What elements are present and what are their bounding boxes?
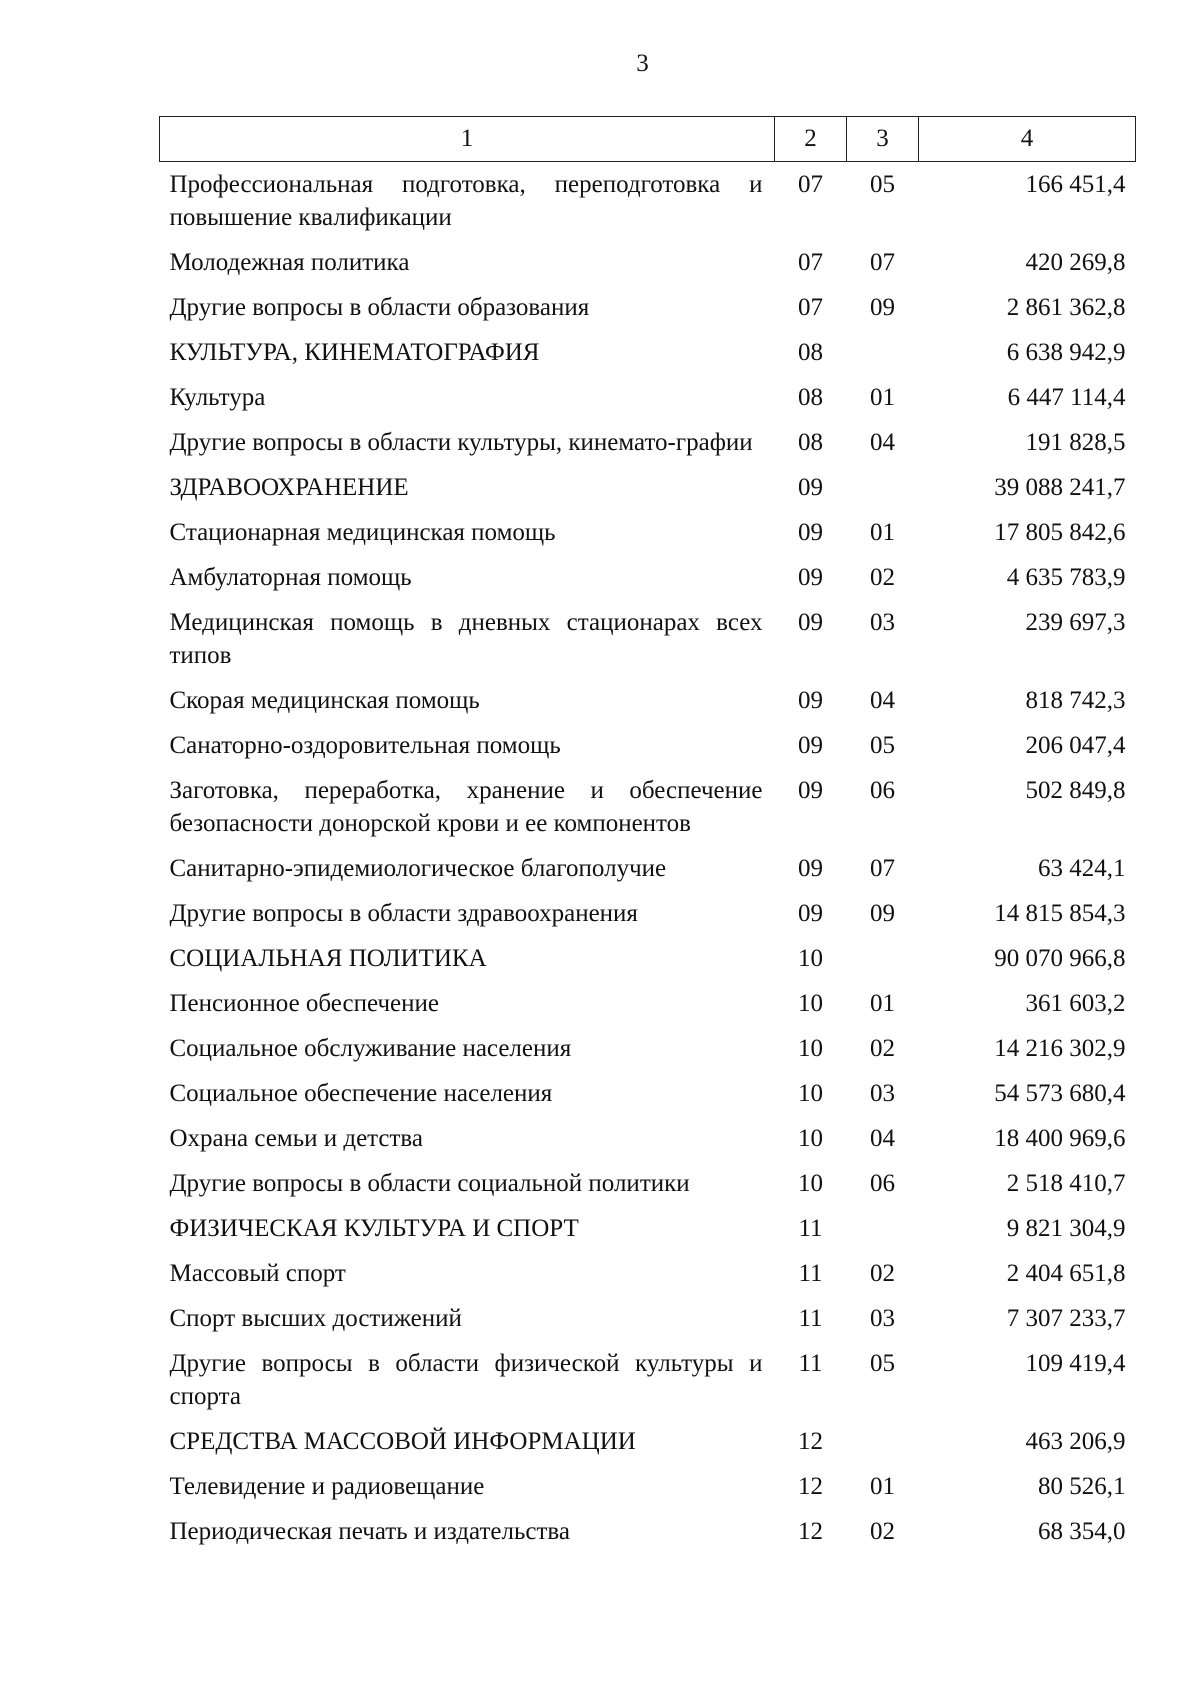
row-subsection-code: 01: [870, 384, 895, 411]
row-name: Другие вопросы в области здравоохранения: [169, 900, 638, 927]
table-row: [160, 729, 1136, 774]
row-name: Массовый спорт: [169, 1260, 346, 1287]
table-row: [160, 1515, 1136, 1560]
row-amount: 39 088 241,7: [994, 474, 1126, 501]
row-subsection-code: 03: [870, 1305, 895, 1332]
row-subsection-code: 02: [870, 1260, 895, 1287]
row-amount: 191 828,5: [1025, 429, 1126, 456]
row-name: Другие вопросы в области физической культуры и спорта: [169, 1350, 763, 1410]
row-section-code: 09: [798, 777, 823, 804]
row-name: Амбулаторная помощь: [169, 564, 412, 591]
table-row: [160, 684, 1136, 729]
row-subsection-code: 03: [870, 609, 895, 636]
row-name: Телевидение и радиовещание: [169, 1473, 485, 1500]
row-section-code: 12: [798, 1473, 823, 1500]
table-row: [160, 1425, 1136, 1470]
row-amount: 6 447 114,4: [1007, 384, 1126, 411]
row-name: Медицинская помощь в дневных стационарах всех типов: [169, 609, 763, 669]
row-name: Социальное обслуживание населения: [169, 1035, 572, 1062]
row-subsection-code: 05: [870, 1350, 895, 1377]
row-subsection-code: 05: [870, 732, 895, 759]
column-header: 4: [919, 117, 1136, 162]
row-name: Другие вопросы в области социальной политики: [169, 1170, 690, 1197]
table-row: [160, 1347, 1136, 1425]
row-amount: 80 526,1: [1038, 1473, 1126, 1500]
row-section-code: 09: [798, 564, 823, 591]
row-section-code: 08: [798, 339, 823, 366]
row-subsection-code: [847, 1425, 919, 1470]
row-amount: 63 424,1: [1038, 855, 1126, 882]
row-name: Спорт высших достижений: [169, 1305, 462, 1332]
row-section-code: 09: [798, 855, 823, 882]
budget-table: [159, 116, 1136, 1560]
table-row: [160, 1122, 1136, 1167]
row-subsection-code: [847, 336, 919, 381]
row-amount: 68 354,0: [1038, 1518, 1126, 1545]
table-row: [160, 1077, 1136, 1122]
row-section-code: 10: [798, 1125, 823, 1152]
row-amount: 206 047,4: [1025, 732, 1126, 759]
row-subsection-code: 03: [870, 1080, 895, 1107]
row-section-code: 09: [798, 609, 823, 636]
row-name: Молодежная политика: [169, 249, 410, 276]
table-row: [160, 1167, 1136, 1212]
table-row: [160, 852, 1136, 897]
row-section-code: 09: [798, 732, 823, 759]
row-amount: 90 070 966,8: [994, 945, 1126, 972]
row-name: Стационарная медицинская помощь: [169, 519, 556, 546]
row-subsection-code: 09: [870, 900, 895, 927]
row-subsection-code: 02: [870, 1035, 895, 1062]
row-subsection-code: 05: [870, 171, 895, 198]
row-amount: 9 821 304,9: [1006, 1215, 1126, 1242]
row-amount: 239 697,3: [1025, 609, 1126, 636]
row-name: КУЛЬТУРА, КИНЕМАТОГРАФИЯ: [169, 339, 540, 366]
table-row: [160, 1212, 1136, 1257]
row-name: Социальное обеспечение населения: [169, 1080, 553, 1107]
table-row: [160, 1302, 1136, 1347]
row-name: Другие вопросы в области культуры, кинемато-графии: [169, 429, 753, 456]
row-name: ФИЗИЧЕСКАЯ КУЛЬТУРА И СПОРТ: [169, 1215, 579, 1242]
row-name: СОЦИАЛЬНАЯ ПОЛИТИКА: [169, 945, 487, 972]
table-row: [160, 897, 1136, 942]
row-amount: 818 742,3: [1025, 687, 1126, 714]
row-name: Культура: [169, 384, 266, 411]
row-amount: 2 518 410,7: [1006, 1170, 1126, 1197]
row-name: Периодическая печать и издательства: [169, 1518, 570, 1545]
row-amount: 18 400 969,6: [994, 1125, 1126, 1152]
row-name: Заготовка, переработка, хранение и обеспечение безопасности донорской крови и ее компонентов: [169, 777, 763, 837]
row-amount: 14 815 854,3: [994, 900, 1126, 927]
table-row: [160, 1470, 1136, 1515]
table-body: [160, 162, 1136, 1561]
row-section-code: 09: [798, 474, 823, 501]
row-subsection-code: [847, 471, 919, 516]
table-row: [160, 516, 1136, 561]
row-section-code: 10: [798, 1170, 823, 1197]
row-amount: 420 269,8: [1025, 249, 1126, 276]
row-name: Санитарно-эпидемиологическое благополучие: [169, 855, 667, 882]
table-row: [160, 162, 1136, 247]
row-subsection-code: 01: [870, 1473, 895, 1500]
row-subsection-code: 09: [870, 294, 895, 321]
row-subsection-code: 01: [870, 990, 895, 1017]
row-subsection-code: 06: [870, 777, 895, 804]
row-subsection-code: 04: [870, 429, 895, 456]
row-amount: 54 573 680,4: [994, 1080, 1126, 1107]
row-subsection-code: 04: [870, 1125, 895, 1152]
column-header: 1: [160, 117, 775, 162]
row-amount: 7 307 233,7: [1006, 1305, 1126, 1332]
row-amount: 2 404 651,8: [1006, 1260, 1126, 1287]
row-name: Охрана семьи и детства: [169, 1125, 423, 1152]
row-amount: 4 635 783,9: [1006, 564, 1126, 591]
row-section-code: 10: [798, 1080, 823, 1107]
row-amount: 361 603,2: [1025, 990, 1126, 1017]
row-subsection-code: 04: [870, 687, 895, 714]
row-section-code: 12: [798, 1428, 823, 1455]
row-amount: 17 805 842,6: [994, 519, 1126, 546]
table-row: [160, 1032, 1136, 1077]
table-row: [160, 987, 1136, 1032]
row-section-code: 09: [798, 519, 823, 546]
row-section-code: 11: [798, 1305, 823, 1332]
row-subsection-code: [847, 942, 919, 987]
table-row: [160, 426, 1136, 471]
column-header: 3: [847, 117, 919, 162]
row-section-code: 08: [798, 384, 823, 411]
row-section-code: 10: [798, 990, 823, 1017]
row-section-code: 09: [798, 687, 823, 714]
row-name: СРЕДСТВА МАССОВОЙ ИНФОРМАЦИИ: [169, 1428, 636, 1455]
row-amount: 6 638 942,9: [1006, 339, 1126, 366]
row-section-code: 07: [798, 294, 823, 321]
page-number: 3: [636, 50, 649, 77]
column-header: 2: [775, 117, 847, 162]
row-section-code: 07: [798, 171, 823, 198]
row-amount: 2 861 362,8: [1006, 294, 1126, 321]
row-section-code: 08: [798, 429, 823, 456]
row-section-code: 10: [798, 945, 823, 972]
row-name: Профессиональная подготовка, переподготовка и повышение квалификации: [169, 171, 763, 231]
row-subsection-code: 07: [870, 855, 895, 882]
row-subsection-code: 02: [870, 564, 895, 591]
table-row: [160, 246, 1136, 291]
row-amount: 14 216 302,9: [994, 1035, 1126, 1062]
table-row: [160, 336, 1136, 381]
table-row: [160, 561, 1136, 606]
row-subsection-code: 01: [870, 519, 895, 546]
row-name: Другие вопросы в области образования: [169, 294, 590, 321]
row-section-code: 11: [798, 1350, 823, 1377]
table-row: [160, 606, 1136, 684]
row-subsection-code: [847, 1212, 919, 1257]
row-name: ЗДРАВООХРАНЕНИЕ: [169, 474, 409, 501]
row-subsection-code: 06: [870, 1170, 895, 1197]
table-header-row: [160, 117, 1136, 162]
row-name: Пенсионное обеспечение: [169, 990, 439, 1017]
row-amount: 166 451,4: [1025, 171, 1126, 198]
row-amount: 463 206,9: [1025, 1428, 1126, 1455]
row-name: Скорая медицинская помощь: [169, 687, 480, 714]
row-amount: 502 849,8: [1025, 777, 1126, 804]
row-subsection-code: 07: [870, 249, 895, 276]
row-amount: 109 419,4: [1025, 1350, 1126, 1377]
table-row: [160, 1257, 1136, 1302]
row-subsection-code: 02: [870, 1518, 895, 1545]
row-section-code: 11: [798, 1215, 823, 1242]
table-row: [160, 942, 1136, 987]
row-section-code: 07: [798, 249, 823, 276]
row-name: Санаторно-оздоровительная помощь: [169, 732, 561, 759]
row-section-code: 09: [798, 900, 823, 927]
table-row: [160, 291, 1136, 336]
table-row: [160, 471, 1136, 516]
row-section-code: 11: [798, 1260, 823, 1287]
table-row: [160, 774, 1136, 852]
row-section-code: 10: [798, 1035, 823, 1062]
table-row: [160, 381, 1136, 426]
row-section-code: 12: [798, 1518, 823, 1545]
